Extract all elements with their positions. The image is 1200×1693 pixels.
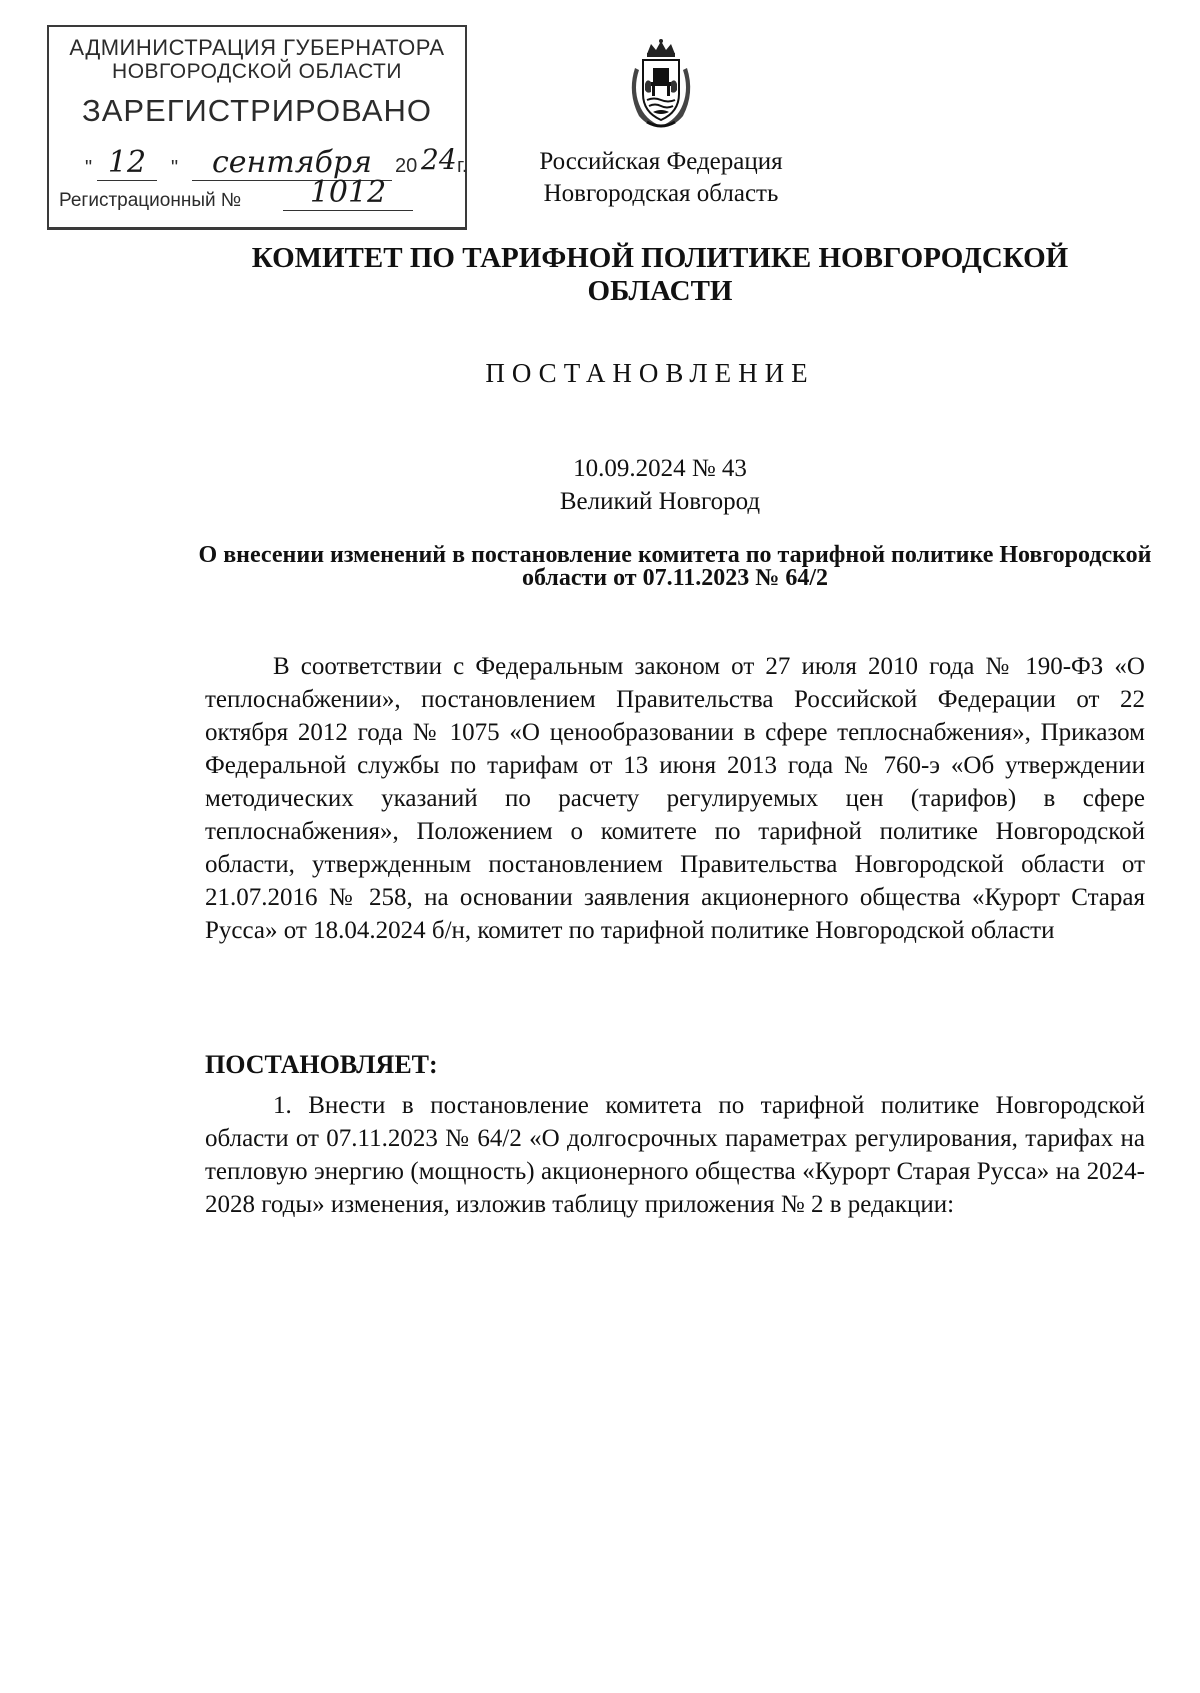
stamp-registered-label: ЗАРЕГИСТРИРОВАНО — [81, 93, 432, 128]
preamble-paragraph: В соответствии с Федеральным законом от 27 июля 2010 года № 190-ФЗ «О теплоснабжении», постановлением Правительства Российской Федерации от 22 октября 2012 года № 1075 «О ценообразовании в сфере теплоснабжения», Приказом Федеральной службы по тарифам от 13 июня 2013 года № 760-э «Об утверждении методических указаний по расчету регулируемых цен (тарифов) в сфере теплоснабжения», Положением о комитете по тарифной политике Новгородской области, утвержденным постановлением Правительства Новгородской области от 21.07.2016 № 258, на основании заявления акционерного общества «Курорт Старая Русса» от 18.04.2024 б/н, комитет по тарифной политике Новгородской области — [205, 653, 1145, 944]
stamp-reg-label: Регистрационный № — [59, 190, 242, 211]
document-title: О внесении изменений в постановление комитета по тарифной политике Новгородской области от 07.11.2023 № 64/2 — [198, 542, 1152, 591]
region-name: Новгородская область — [543, 180, 779, 207]
country-name: Российская Федерация — [539, 148, 783, 175]
stamp-authority-line2: НОВГОРОДСКОЙ ОБЛАСТИ — [112, 60, 402, 83]
stamp-quote-close: " — [171, 157, 179, 179]
stamp-day-handwritten: 12 — [97, 145, 157, 181]
stamp-year-unit: г. — [457, 155, 468, 177]
stamp-year-handwritten: 24 — [421, 143, 457, 176]
novgorod-coat-of-arms-icon — [625, 38, 697, 130]
stamp-authority-line1: АДМИНИСТРАЦИЯ ГУБЕРНАТОРА — [69, 35, 445, 60]
document-type: ПОСТАНОВЛЕНИЕ — [485, 358, 815, 388]
committee-heading: КОМИТЕТ ПО ТАРИФНОЙ ПОЛИТИКЕ НОВГОРОДСКОЙ ОБЛАСТИ — [251, 242, 1069, 307]
stamp-reg-number-handwritten: 1012 — [283, 175, 413, 211]
clause-1-paragraph: 1. Внести в постановление комитета по тарифной политике Новгородской области от 07.11.2023 № 64/2 «О долгосрочных параметрах регулирования, тарифах на тепловую энергию (мощность) акционерного общества «Курорт Старая Русса» на 2024-2028 годы» изменения, изложив таблицу приложения № 2 в редакции: — [205, 1092, 1145, 1218]
document-city: Великий Новгород — [559, 488, 761, 515]
stamp-month-handwritten: сентября — [192, 145, 392, 181]
resolves-heading: ПОСТАНОВЛЯЕТ: — [205, 1050, 438, 1079]
registration-stamp — [47, 25, 467, 230]
stamp-quote-open: " — [85, 157, 93, 179]
document-date-number: 10.09.2024 № 43 — [573, 455, 747, 482]
stamp-year-prefix: 20 — [395, 155, 418, 177]
